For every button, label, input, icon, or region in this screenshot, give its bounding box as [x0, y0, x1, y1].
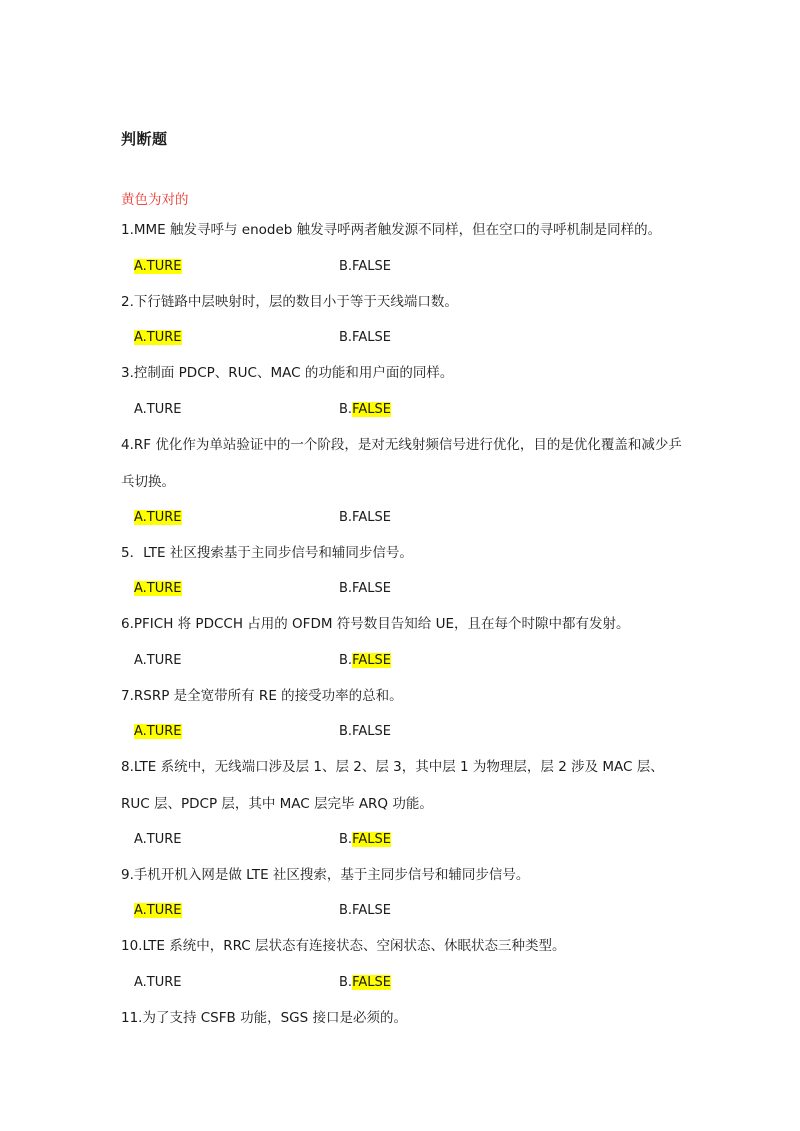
option-a: A.TURE: [134, 581, 182, 596]
question-7: 7.RSRP 是全宽带所有 RE 的接受功率的总和。: [121, 688, 403, 704]
options-6: [134, 653, 694, 673]
option-b: [339, 653, 391, 668]
options-4: [134, 510, 694, 530]
question-5: 5．LTE 社区搜索基于主同步信号和辅同步信号。: [121, 545, 413, 561]
question-4: 4.RF 优化作为单站验证中的一个阶段，是对无线射频信号进行优化，目的是优化覆盖和减少乒乓切换。: [121, 437, 682, 490]
option-a: A.TURE: [134, 724, 182, 739]
options-5: [134, 581, 694, 601]
question-1: 1.MME 触发寻呼与 enodeb 触发寻呼两者触发源不同样，但在空口的寻呼机制是同样的。: [121, 222, 662, 238]
question-8: 8.LTE 系统中，无线端口涉及层 1、层 2、层 3，其中层 1 为物理层，层 2 涉及 MAC 层、RUC 层、PDCP 层，其中 MAC 层完毕 ARQ 功能。: [121, 759, 664, 812]
option-b: B.FALSE: [339, 903, 391, 918]
option-b: [339, 832, 391, 847]
option-b-prefix: B.: [339, 653, 353, 668]
option-b: [339, 402, 391, 417]
options-3: [134, 402, 694, 422]
option-b: [339, 975, 391, 990]
option-a: A.TURE: [134, 832, 182, 847]
option-b: B.FALSE: [339, 510, 391, 525]
page-title: 判断题: [121, 130, 168, 148]
option-b-highlight: FALSE: [352, 832, 391, 847]
option-b: B.FALSE: [339, 259, 391, 274]
question-3: 3.控制面 PDCP、RUC、MAC 的功能和用户面的同样。: [121, 365, 454, 381]
option-a: A.TURE: [134, 259, 182, 274]
option-b: B.FALSE: [339, 581, 391, 596]
question-9: 9.手机开机入网是做 LTE 社区搜索，基于主同步信号和辅同步信号。: [121, 867, 530, 883]
question-6: 6.PFICH 将 PDCCH 占用的 OFDM 符号数目告知给 UE，且在每个时隙中都有发射。: [121, 616, 630, 632]
option-b-highlight: FALSE: [352, 975, 391, 990]
options-2: [134, 330, 694, 350]
option-b: B.FALSE: [339, 724, 391, 739]
option-b-highlight: FALSE: [352, 402, 391, 417]
option-b-prefix: B.: [339, 832, 353, 847]
option-b-prefix: B.: [339, 975, 353, 990]
options-9: [134, 903, 694, 923]
options-7: [134, 724, 694, 744]
option-a: A.TURE: [134, 510, 182, 525]
options-1: [134, 259, 694, 279]
option-a: A.TURE: [134, 402, 182, 417]
legend-note: 黄色为对的: [121, 192, 189, 208]
option-b-highlight: FALSE: [352, 653, 391, 668]
option-a: A.TURE: [134, 330, 182, 345]
options-8: [134, 832, 694, 852]
option-a: A.TURE: [134, 653, 182, 668]
option-b: B.FALSE: [339, 330, 391, 345]
question-2: 2.下行链路中层映射时，层的数目小于等于天线端口数。: [121, 294, 458, 310]
options-10: [134, 975, 694, 995]
option-a: A.TURE: [134, 903, 182, 918]
question-10: 10.LTE 系统中，RRC 层状态有连接状态、空闲状态、休眠状态三种类型。: [121, 938, 566, 954]
option-a: A.TURE: [134, 975, 182, 990]
question-11: 11.为了支持 CSFB 功能，SGS 接口是必须的。: [121, 1010, 407, 1026]
option-b-prefix: B.: [339, 402, 353, 417]
